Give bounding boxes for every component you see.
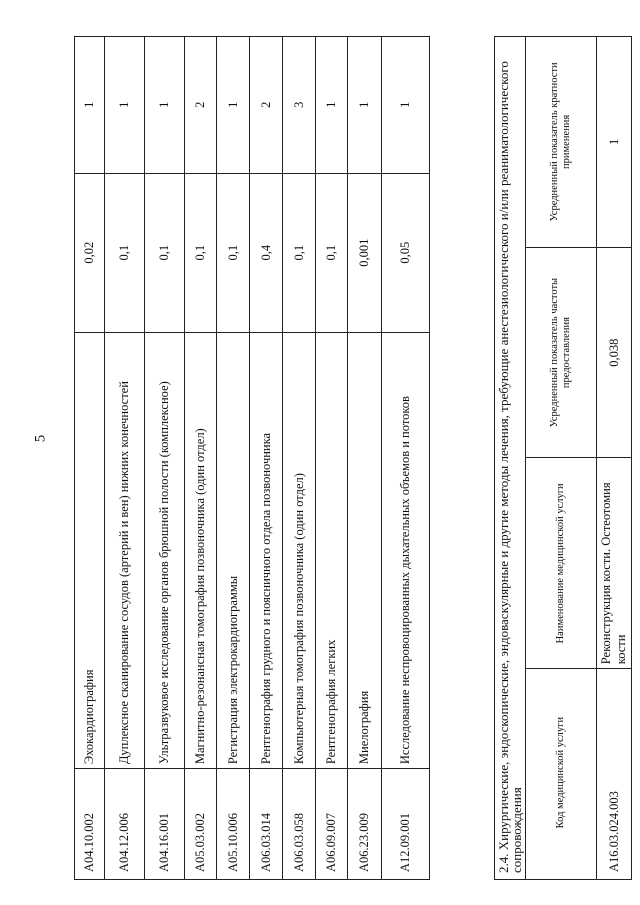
service-multiplicity: 3	[283, 37, 316, 174]
table-row	[185, 37, 217, 880]
service-multiplicity: 1	[145, 37, 185, 174]
service-code: A06.03.058	[283, 769, 316, 880]
service-multiplicity: 2	[185, 37, 217, 174]
table-row	[250, 37, 283, 880]
service-name: Рентгенография легких	[316, 332, 348, 768]
service-code: A04.12.006	[105, 769, 145, 880]
rotated-page-content	[60, 0, 628, 880]
table-row	[217, 37, 250, 880]
page-number: 5	[32, 434, 49, 443]
table-row	[75, 37, 105, 880]
column-header-code: Код медицинской услуги	[526, 669, 597, 880]
service-code: A04.10.002	[75, 769, 105, 880]
table-row	[105, 37, 145, 880]
section-heading: 2.4. Хирургические, эндоскопические, эндоваскулярные и другие методы лечения, требующие анестезиологического и/или реаниматологического сопровождения	[495, 37, 526, 880]
service-frequency: 0,1	[185, 173, 217, 332]
service-frequency: 0,02	[75, 173, 105, 332]
service-multiplicity: 1	[105, 37, 145, 174]
service-frequency: 0,1	[105, 173, 145, 332]
service-multiplicity: 1	[75, 37, 105, 174]
service-frequency: 0,1	[283, 173, 316, 332]
table-row	[382, 37, 430, 880]
service-multiplicity: 2	[250, 37, 283, 174]
table-row	[316, 37, 348, 880]
service-code: A06.23.009	[348, 769, 382, 880]
service-frequency: 0,1	[217, 173, 250, 332]
table-row	[597, 37, 632, 880]
section-table	[494, 36, 632, 880]
service-frequency: 0,1	[316, 173, 348, 332]
service-name: Реконструкция кости. Остеотомия кости	[597, 458, 632, 669]
service-multiplicity: 1	[348, 37, 382, 174]
section-heading-row	[495, 37, 526, 880]
service-name: Исследование неспровоцированных дыхательных объемов и потоков	[382, 332, 430, 768]
service-code: A05.03.002	[185, 769, 217, 880]
column-header-frequency: Усредненный показатель частоты предоставления	[526, 247, 597, 458]
service-name: Регистрация электрокардиограммы	[217, 332, 250, 768]
services-table	[74, 36, 430, 880]
service-frequency: 0,4	[250, 173, 283, 332]
service-code: A05.10.006	[217, 769, 250, 880]
table-row	[348, 37, 382, 880]
service-name: Эхокардиография	[75, 332, 105, 768]
service-code: A06.03.014	[250, 769, 283, 880]
service-name: Компьютерная томография позвоночника (один отдел)	[283, 332, 316, 768]
service-multiplicity: 1	[316, 37, 348, 174]
service-frequency: 0,038	[597, 247, 632, 458]
service-code: A06.09.007	[316, 769, 348, 880]
service-frequency: 0,05	[382, 173, 430, 332]
service-name: Магнитно-резонансная томография позвоночника (один отдел)	[185, 332, 217, 768]
service-name: Рентгенография грудного и поясничного отдела позвоночника	[250, 332, 283, 768]
table-row	[145, 37, 185, 880]
service-multiplicity: 1	[382, 37, 430, 174]
service-frequency: 0,001	[348, 173, 382, 332]
service-multiplicity: 1	[217, 37, 250, 174]
service-multiplicity: 1	[597, 37, 632, 248]
service-name: Миелография	[348, 332, 382, 768]
service-code: A04.16.001	[145, 769, 185, 880]
column-header-multiplicity: Усредненный показатель кратности применения	[526, 37, 597, 248]
table-row	[283, 37, 316, 880]
service-code: A16.03.024.003	[597, 669, 632, 880]
column-header-name: Наименование медицинской услуги	[526, 458, 597, 669]
service-name: Ультразвуковое исследование органов брюшной полости (комплексное)	[145, 332, 185, 768]
service-name: Дуплексное сканирование сосудов (артерий и вен) нижних конечностей	[105, 332, 145, 768]
service-frequency: 0,1	[145, 173, 185, 332]
column-header-row	[526, 37, 597, 880]
service-code: A12.09.001	[382, 769, 430, 880]
